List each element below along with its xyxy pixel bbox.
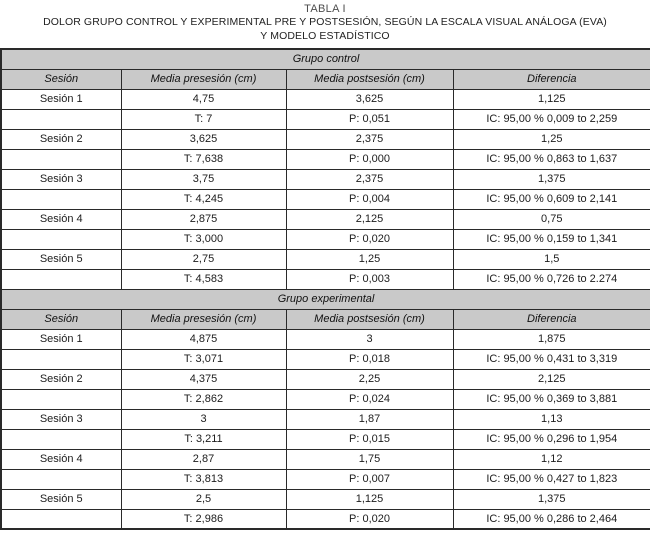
value-cell: IC: 95,00 % 0,427 to 1,823 (453, 469, 650, 489)
value-cell: 2,125 (286, 209, 453, 229)
value-cell: 1,875 (453, 329, 650, 349)
value-cell: 1,75 (286, 449, 453, 469)
value-cell: 1,13 (453, 409, 650, 429)
column-header: Media postsesión (cm) (286, 69, 453, 89)
table-subtitle-line1: DOLOR GRUPO CONTROL Y EXPERIMENTAL PRE Y POSTSESIÓN, SEGÚN LA ESCALA VISUAL ANÁLOGA (EVA) (43, 16, 607, 28)
table-row (1, 329, 650, 349)
table-row (1, 169, 650, 189)
value-cell: T: 4,245 (121, 189, 286, 209)
value-cell: 1,375 (453, 489, 650, 509)
value-cell: 4,75 (121, 89, 286, 109)
session-cell: Sesión 2 (1, 129, 121, 149)
column-header: Media presesión (cm) (121, 69, 286, 89)
value-cell: T: 4,583 (121, 269, 286, 289)
table-body (1, 49, 650, 529)
value-cell: P: 0,018 (286, 349, 453, 369)
value-cell: 2,5 (121, 489, 286, 509)
value-cell: T: 2,986 (121, 509, 286, 529)
group-row (1, 49, 650, 69)
value-cell: 2,875 (121, 209, 286, 229)
session-cell: Sesión 3 (1, 409, 121, 429)
eva-statistics-table (0, 48, 650, 530)
table-row (1, 489, 650, 509)
column-header: Sesión (1, 69, 121, 89)
value-cell: T: 3,071 (121, 349, 286, 369)
value-cell: IC: 95,00 % 0,159 to 1,341 (453, 229, 650, 249)
value-cell: 1,5 (453, 249, 650, 269)
value-cell: 1,125 (453, 89, 650, 109)
session-cell: Sesión 1 (1, 89, 121, 109)
session-cell (1, 389, 121, 409)
session-cell (1, 229, 121, 249)
value-cell: P: 0,024 (286, 389, 453, 409)
table-row (1, 389, 650, 409)
value-cell: T: 3,813 (121, 469, 286, 489)
session-cell (1, 509, 121, 529)
table-row (1, 109, 650, 129)
session-cell: Sesión 2 (1, 369, 121, 389)
table-row (1, 129, 650, 149)
value-cell: 1,375 (453, 169, 650, 189)
value-cell: IC: 95,00 % 0,431 to 3,319 (453, 349, 650, 369)
value-cell: T: 3,000 (121, 229, 286, 249)
value-cell: 4,875 (121, 329, 286, 349)
value-cell: P: 0,020 (286, 509, 453, 529)
session-cell: Sesión 3 (1, 169, 121, 189)
value-cell: T: 7 (121, 109, 286, 129)
table-row (1, 189, 650, 209)
value-cell: 4,375 (121, 369, 286, 389)
session-cell (1, 469, 121, 489)
column-header: Media postsesión (cm) (286, 309, 453, 329)
value-cell: 3 (121, 409, 286, 429)
column-header: Diferencia (453, 69, 650, 89)
table-row (1, 209, 650, 229)
session-cell: Sesión 5 (1, 249, 121, 269)
session-cell (1, 349, 121, 369)
session-cell (1, 269, 121, 289)
value-cell: IC: 95,00 % 0,609 to 2,141 (453, 189, 650, 209)
session-cell: Sesión 4 (1, 209, 121, 229)
session-cell (1, 149, 121, 169)
value-cell: IC: 95,00 % 0,286 to 2,464 (453, 509, 650, 529)
value-cell: 0,75 (453, 209, 650, 229)
table-caption (0, 0, 650, 43)
table-row (1, 269, 650, 289)
table-row (1, 469, 650, 489)
session-cell (1, 429, 121, 449)
value-cell: 1,12 (453, 449, 650, 469)
value-cell: 1,25 (453, 129, 650, 149)
column-header-row (1, 309, 650, 329)
value-cell: IC: 95,00 % 0,863 to 1,637 (453, 149, 650, 169)
value-cell: T: 7,638 (121, 149, 286, 169)
group-row (1, 289, 650, 309)
table-row (1, 249, 650, 269)
value-cell: 2,375 (286, 129, 453, 149)
value-cell: T: 3,211 (121, 429, 286, 449)
column-header: Media presesión (cm) (121, 309, 286, 329)
value-cell: 2,125 (453, 369, 650, 389)
value-cell: 2,75 (121, 249, 286, 269)
value-cell: 1,25 (286, 249, 453, 269)
value-cell: IC: 95,00 % 0,296 to 1,954 (453, 429, 650, 449)
value-cell: IC: 95,00 % 0,369 to 3,881 (453, 389, 650, 409)
value-cell: P: 0,020 (286, 229, 453, 249)
session-cell: Sesión 1 (1, 329, 121, 349)
group-header: Grupo experimental (1, 289, 650, 309)
column-header: Diferencia (453, 309, 650, 329)
value-cell: 3,625 (286, 89, 453, 109)
session-cell (1, 109, 121, 129)
value-cell: 2,87 (121, 449, 286, 469)
value-cell: P: 0,007 (286, 469, 453, 489)
value-cell: P: 0,051 (286, 109, 453, 129)
table-row (1, 149, 650, 169)
table-row (1, 509, 650, 529)
table-row (1, 89, 650, 109)
value-cell: IC: 95,00 % 0,009 to 2,259 (453, 109, 650, 129)
session-cell: Sesión 4 (1, 449, 121, 469)
value-cell: 3,625 (121, 129, 286, 149)
session-cell: Sesión 5 (1, 489, 121, 509)
table-row (1, 349, 650, 369)
table-row (1, 429, 650, 449)
table-row (1, 409, 650, 429)
value-cell: P: 0,015 (286, 429, 453, 449)
value-cell: IC: 95,00 % 0,726 to 2.274 (453, 269, 650, 289)
session-cell (1, 189, 121, 209)
value-cell: 2,375 (286, 169, 453, 189)
group-header: Grupo control (1, 49, 650, 69)
table-title: TABLA I (304, 3, 346, 15)
table-row (1, 369, 650, 389)
value-cell: P: 0,004 (286, 189, 453, 209)
value-cell: 3 (286, 329, 453, 349)
column-header: Sesión (1, 309, 121, 329)
value-cell: 1,87 (286, 409, 453, 429)
value-cell: P: 0,000 (286, 149, 453, 169)
table-row (1, 449, 650, 469)
value-cell: T: 2,862 (121, 389, 286, 409)
column-header-row (1, 69, 650, 89)
value-cell: 3,75 (121, 169, 286, 189)
value-cell: 2,25 (286, 369, 453, 389)
table-row (1, 229, 650, 249)
value-cell: P: 0,003 (286, 269, 453, 289)
value-cell: 1,125 (286, 489, 453, 509)
table-subtitle-line2: Y MODELO ESTADÍSTICO (260, 29, 390, 42)
